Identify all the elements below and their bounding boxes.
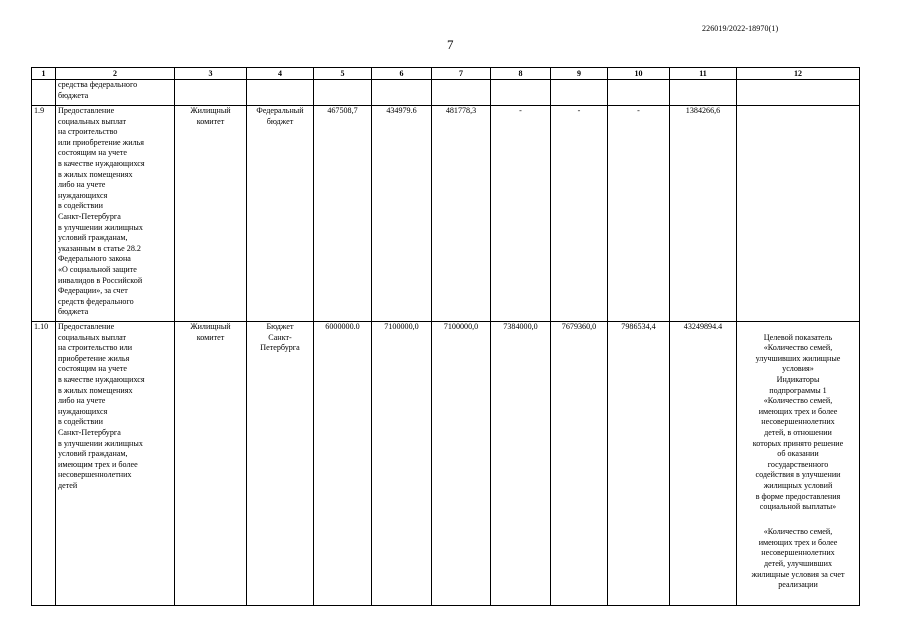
funding-source-cell: Федеральный бюджет: [247, 106, 314, 322]
column-header: 7: [432, 68, 491, 80]
column-header: 1: [32, 68, 56, 80]
value-col8: 7384000,0: [491, 322, 551, 606]
table-cell: [432, 80, 491, 106]
value-total: 43249894.4: [670, 322, 737, 606]
measure-description: Предоставление социальных выплат на строительство или приобретение жилья состоящим на учете в качестве нуждающихся в жилых помещениях либо на учете нуждающихся в содействии Санкт-Петербурга в улучшении жилищных условий гражданам, указанным в статье 28.2 Федерального закона «О социальной защите инвалидов в Российской Федерации», за счет средств федерального бюджета: [56, 106, 175, 322]
table-cell: [314, 80, 372, 106]
row-number: [32, 80, 56, 106]
executor-cell: Жилищный комитет: [175, 322, 247, 606]
executor-cell: Жилищный комитет: [175, 106, 247, 322]
column-header: 11: [670, 68, 737, 80]
measure-description: Предоставление социальных выплат на строительство или приобретение жилья состоящим на учете в качестве нуждающихся в жилых помещениях либо на учете нуждающихся в содействии Санкт-Петербурга в улучшении жилищных условий гражданам, имеющим трех и более несовершеннолетних детей: [56, 322, 175, 606]
column-header: 2: [56, 68, 175, 80]
column-header: 4: [247, 68, 314, 80]
value-total: 1384266,6: [670, 106, 737, 322]
value-col5: 6000000.0: [314, 322, 372, 606]
table-cell: [372, 80, 432, 106]
column-header: 10: [608, 68, 670, 80]
value-col7: 481778,3: [432, 106, 491, 322]
table-cell: [737, 80, 860, 106]
row-number: 1.10: [32, 322, 56, 606]
table-cell: [551, 80, 608, 106]
table-cell: [175, 80, 247, 106]
value-col10: -: [608, 106, 670, 322]
column-header: 9: [551, 68, 608, 80]
continued-description: средства федерального бюджета: [56, 80, 175, 106]
value-col10: 7986534,4: [608, 322, 670, 606]
table-cell: [670, 80, 737, 106]
column-header: 5: [314, 68, 372, 80]
table-cell: [608, 80, 670, 106]
target-indicator-text: Целевой показатель «Количество семей, улучшивших жилищные условия» Индикаторы подпрограммы 1 «Количество семей, имеющих трех и более несовершеннолетних детей, в отношении которых принято решение об оказании государственного содействия в улучшении жилищных условий в форме предоставления социальной выплаты»: [752, 332, 844, 512]
program-table: [31, 67, 860, 606]
value-col6: 7100000,0: [372, 322, 432, 606]
header-row: [32, 68, 860, 80]
indicator-cell: [737, 322, 860, 606]
value-col6: 434979.6: [372, 106, 432, 322]
value-col9: -: [551, 106, 608, 322]
table-cell: [491, 80, 551, 106]
column-header: 3: [175, 68, 247, 80]
indicator-cell: [737, 106, 860, 322]
table-row: [32, 106, 860, 322]
column-header: 8: [491, 68, 551, 80]
indicator-text-continued: «Количество семей, имеющих трех и более несовершеннолетних детей, улучшивших жилищные условия за счет реализации: [751, 527, 845, 590]
document-number: 226019/2022-18970(1): [702, 24, 779, 33]
value-col8: -: [491, 106, 551, 322]
row-number: 1.9: [32, 106, 56, 322]
table-cell: [247, 80, 314, 106]
value-col5: 467508,7: [314, 106, 372, 322]
page-number: 7: [447, 37, 454, 52]
column-header: 6: [372, 68, 432, 80]
value-col9: 7679360,0: [551, 322, 608, 606]
value-col7: 7100000,0: [432, 322, 491, 606]
column-header: 12: [737, 68, 860, 80]
continuation-row: [32, 80, 860, 106]
table-row: [32, 322, 860, 606]
funding-source-cell: Бюджет Санкт- Петербурга: [247, 322, 314, 606]
